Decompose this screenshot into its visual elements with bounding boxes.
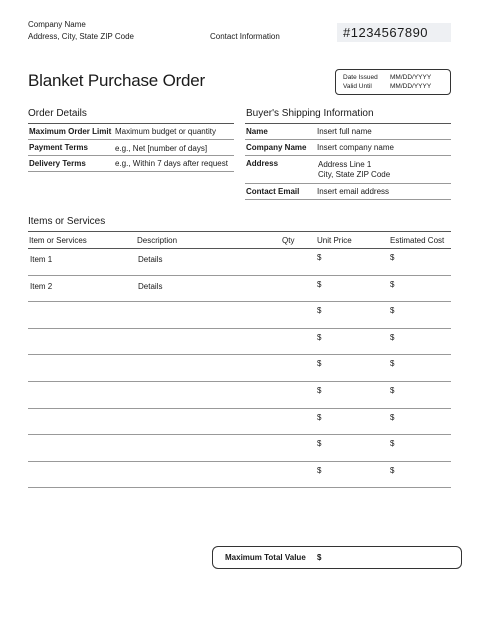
- po-number: #1234567890: [337, 23, 451, 42]
- table-row-divider: [28, 461, 451, 462]
- payment-terms-value: e.g., Net [number of days]: [115, 144, 208, 153]
- item-estimated-cost: $: [390, 279, 395, 289]
- valid-until-label: Valid Until: [343, 83, 372, 90]
- table-row-divider: [28, 487, 451, 488]
- col-unit-price-header: Unit Price: [317, 236, 352, 245]
- shipping-email-label: Contact Email: [246, 187, 300, 196]
- shipping-name-value: Insert full name: [317, 127, 372, 136]
- divider: [28, 171, 234, 172]
- table-row-divider: [28, 408, 451, 409]
- divider: [28, 123, 234, 124]
- shipping-address-line1: Address Line 1: [318, 160, 372, 169]
- delivery-terms-value: e.g., Within 7 days after request: [115, 159, 228, 168]
- item-unit-price: $: [317, 439, 322, 449]
- delivery-terms-label: Delivery Terms: [29, 159, 86, 168]
- col-estimated-cost-header: Estimated Cost: [390, 236, 445, 245]
- date-box: [335, 69, 451, 95]
- item-name: Item 1: [30, 255, 53, 264]
- item-estimated-cost: $: [390, 332, 395, 342]
- company-contact: Contact Information: [210, 32, 280, 41]
- divider: [28, 155, 234, 156]
- company-address: Address, City, State ZIP Code: [28, 32, 134, 41]
- divider: [245, 139, 451, 140]
- item-unit-price: $: [317, 332, 322, 342]
- shipping-company-value: Insert company name: [317, 143, 394, 152]
- item-estimated-cost: $: [390, 359, 395, 369]
- shipping-address-label: Address: [246, 159, 279, 168]
- divider: [28, 248, 451, 249]
- page-title: Blanket Purchase Order: [28, 71, 206, 90]
- item-description: Details: [138, 281, 163, 291]
- item-estimated-cost: $: [390, 306, 395, 316]
- divider: [245, 155, 451, 156]
- divider: [28, 139, 234, 140]
- item-name: Item 2: [30, 281, 53, 291]
- shipping-address-line2: City, State ZIP Code: [318, 170, 391, 179]
- payment-terms-label: Payment Terms: [29, 143, 88, 152]
- table-row-divider: [28, 434, 451, 435]
- item-unit-price: $: [317, 253, 322, 262]
- total-label: Maximum Total Value: [225, 553, 306, 562]
- item-unit-price: $: [317, 279, 322, 289]
- item-estimated-cost: $: [390, 253, 395, 262]
- shipping-name-label: Name: [246, 127, 268, 136]
- order-limit-label: Maximum Order Limit: [29, 127, 112, 136]
- col-description-header: Description: [137, 236, 178, 245]
- items-heading: Items or Services: [28, 216, 106, 227]
- table-row-divider: [28, 354, 451, 355]
- total-value: $: [317, 553, 322, 562]
- item-estimated-cost: $: [390, 465, 395, 475]
- item-estimated-cost: $: [390, 386, 395, 395]
- item-estimated-cost: $: [390, 439, 395, 449]
- table-row-divider: [28, 328, 451, 329]
- shipping-email-value: Insert email address: [317, 187, 390, 196]
- divider: [245, 123, 451, 124]
- item-unit-price: $: [317, 306, 322, 316]
- shipping-company-label: Company Name: [246, 143, 307, 152]
- total-box: [212, 546, 462, 569]
- item-unit-price: $: [317, 359, 322, 369]
- item-unit-price: $: [317, 412, 322, 422]
- order-limit-value: Maximum budget or quantity: [115, 127, 216, 136]
- table-row-divider: [28, 381, 451, 382]
- col-item-header: Item or Services: [29, 236, 87, 245]
- col-qty-header: Qty: [282, 236, 295, 245]
- divider: [28, 231, 451, 232]
- valid-until-value: MM/DD/YYYY: [390, 83, 432, 90]
- company-name: Company Name: [28, 20, 86, 29]
- date-issued-value: MM/DD/YYYY: [390, 74, 432, 81]
- table-row-divider: [28, 301, 451, 302]
- shipping-heading: Buyer's Shipping Information: [246, 108, 374, 119]
- item-description: Details: [138, 255, 163, 264]
- item-estimated-cost: $: [390, 412, 395, 422]
- divider: [245, 199, 451, 200]
- divider: [245, 183, 451, 184]
- item-unit-price: $: [317, 386, 322, 395]
- item-unit-price: $: [317, 465, 322, 475]
- date-issued-label: Date Issued: [343, 74, 378, 81]
- order-details-heading: Order Details: [28, 108, 87, 119]
- table-row-divider: [28, 275, 451, 276]
